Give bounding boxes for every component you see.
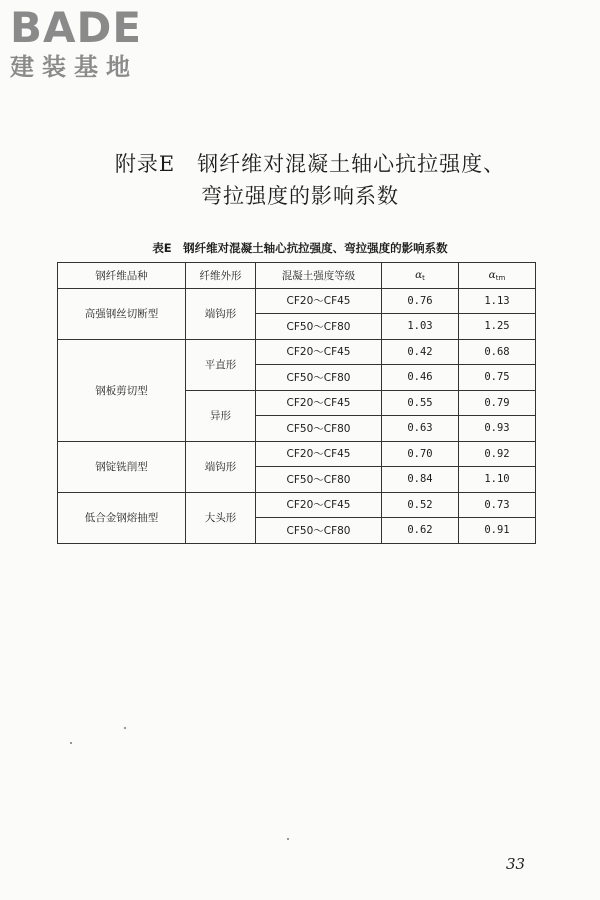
- alpha-t-cell: 0.42: [382, 339, 459, 365]
- scan-speck: [124, 727, 126, 729]
- grade-cell: CF20～CF45: [256, 492, 382, 518]
- alpha-t-cell: 0.70: [382, 441, 459, 467]
- fiber-type-cell: 钢锭铣削型: [58, 441, 186, 492]
- coefficient-table: [57, 262, 536, 544]
- alpha-tm-subscript: tm: [495, 273, 506, 282]
- grade-cell: CF50～CF80: [256, 467, 382, 493]
- fiber-type-cell: 低合金钢熔抽型: [58, 492, 186, 543]
- logo-subtitle: 建装基地: [10, 53, 138, 81]
- alpha-tm-cell: 0.73: [459, 492, 536, 518]
- grade-cell: CF50～CF80: [256, 518, 382, 544]
- grade-cell: CF20～CF45: [256, 339, 382, 365]
- grade-cell: CF50～CF80: [256, 314, 382, 340]
- fiber-type-cell: 高强钢丝切断型: [58, 288, 186, 339]
- header-alpha-tm: [459, 263, 536, 289]
- grade-cell: CF50～CF80: [256, 416, 382, 442]
- grade-cell: CF50～CF80: [256, 365, 382, 391]
- alpha-tm-cell: 0.93: [459, 416, 536, 442]
- alpha-tm-cell: 1.25: [459, 314, 536, 340]
- table-header-row: [58, 263, 536, 289]
- page-number: 33: [506, 855, 526, 873]
- alpha-t-cell: 1.03: [382, 314, 459, 340]
- alpha-tm-cell: 0.68: [459, 339, 536, 365]
- grade-cell: CF20～CF45: [256, 288, 382, 314]
- alpha-tm-cell: 0.91: [459, 518, 536, 544]
- fiber-type-cell: 钢板剪切型: [58, 339, 186, 441]
- alpha-t-subscript: t: [422, 273, 425, 282]
- alpha-t-cell: 0.76: [382, 288, 459, 314]
- grade-cell: CF20～CF45: [256, 390, 382, 416]
- alpha-tm-symbol: α: [488, 268, 496, 281]
- alpha-t-cell: 0.46: [382, 365, 459, 391]
- scan-speck: [70, 742, 72, 744]
- shape-cell: 大头形: [186, 492, 256, 543]
- header-alpha-t: [382, 263, 459, 289]
- header-fiber-type: 钢纤维品种: [58, 263, 186, 289]
- header-grade: 混凝土强度等级: [256, 263, 382, 289]
- table-row: [58, 492, 536, 518]
- alpha-t-cell: 0.84: [382, 467, 459, 493]
- alpha-t-cell: 0.62: [382, 518, 459, 544]
- shape-cell: 平直形: [186, 339, 256, 390]
- alpha-tm-cell: 1.10: [459, 467, 536, 493]
- shape-cell: 异形: [186, 390, 256, 441]
- grade-cell: CF20～CF45: [256, 441, 382, 467]
- appendix-title-line2: 弯拉强度的影响系数: [201, 184, 399, 208]
- scan-speck: [287, 838, 289, 840]
- table-row: [58, 339, 536, 365]
- shape-cell: 端钩形: [186, 288, 256, 339]
- table-row: [58, 288, 536, 314]
- header-shape: 纤维外形: [186, 263, 256, 289]
- alpha-t-cell: 0.63: [382, 416, 459, 442]
- alpha-tm-cell: 0.92: [459, 441, 536, 467]
- appendix-title-line1: 附录E 钢纤维对混凝土轴心抗拉强度、: [114, 152, 506, 176]
- logo-title: BADE: [10, 3, 143, 52]
- table-caption: 表E 钢纤维对混凝土轴心抗拉强度、弯拉强度的影响系数: [152, 241, 448, 255]
- alpha-tm-cell: 0.75: [459, 365, 536, 391]
- alpha-t-cell: 0.55: [382, 390, 459, 416]
- bade-logo: [10, 3, 180, 82]
- shape-cell: 端钩形: [186, 441, 256, 492]
- alpha-t-cell: 0.52: [382, 492, 459, 518]
- alpha-t-symbol: α: [415, 268, 423, 281]
- alpha-tm-cell: 0.79: [459, 390, 536, 416]
- table-row: [58, 441, 536, 467]
- alpha-tm-cell: 1.13: [459, 288, 536, 314]
